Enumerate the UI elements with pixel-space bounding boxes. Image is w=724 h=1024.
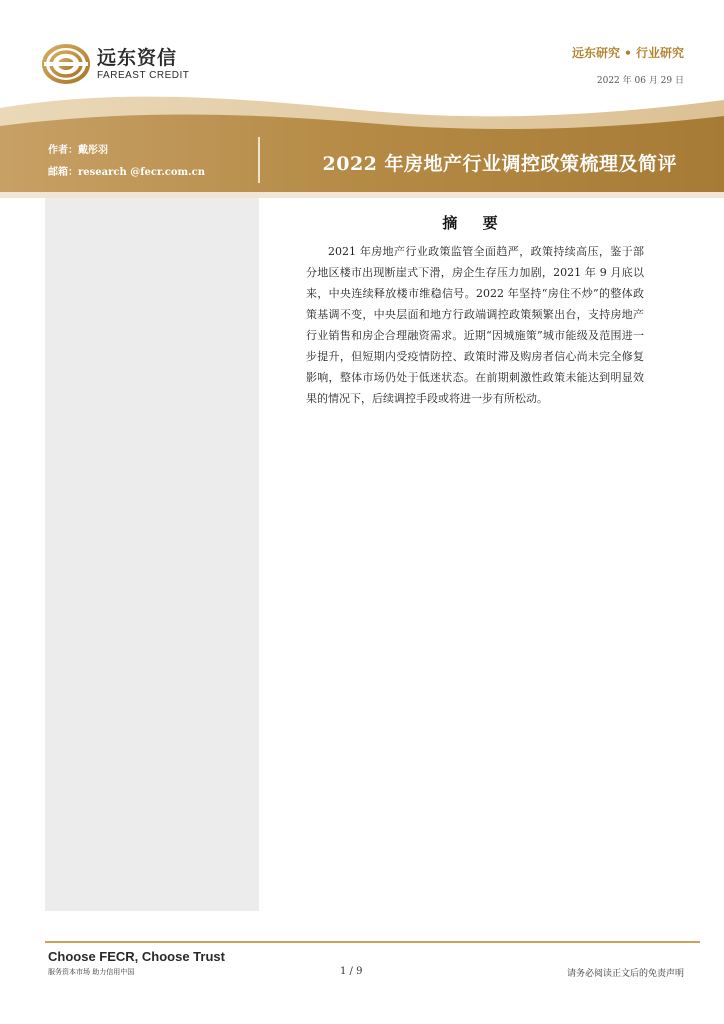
sidebar-panel bbox=[45, 198, 259, 911]
report-type: 远东研究 • 行业研究 bbox=[571, 46, 684, 60]
footer-slogan-sub: 服务资本市场 助力信用中国 bbox=[48, 968, 135, 976]
header-banner bbox=[0, 88, 724, 198]
report-title: 2022 年房地产行业调控政策梳理及简评 bbox=[322, 153, 677, 175]
brand bbox=[97, 48, 189, 81]
author-email: 邮箱：research @fecr.com.cn bbox=[48, 167, 205, 178]
page-number: 1 / 9 bbox=[340, 966, 363, 977]
author: 作者：戴彤羽 bbox=[48, 145, 108, 156]
report-date: 2022 年 06 月 29 日 bbox=[596, 76, 684, 86]
footer-disclaimer: 请务必阅读正文后的免责声明 bbox=[566, 969, 684, 979]
fareast-logo-icon bbox=[42, 44, 90, 84]
summary-body: 2021 年房地产行业政策监管全面趋严，政策持续高压，鉴于部分地区楼市出现断崖式下滑，房企生存压力加剧，2021 年 9 月底以来，中央连续释放楼市维稳信号。2022 年坚持“房住不炒”的整体政策基调不变，中央层面和地方行政端调控政策频繁出台，支持房地产行业销售和房企合理融资需求。近期“因城施策”城市能级及范围进一步提升，但短期内受疫情防控、政策时滞及购房者信心尚未完全修复影响，整体市场仍处于低迷状态。在前期刺激性政策未能达到明显效果的情况下，后续调控手段或将进一步有所松动。 bbox=[306, 245, 644, 405]
summary-heading: 摘 要 bbox=[442, 214, 508, 232]
footer-slogan: Choose FECR, Choose Trust bbox=[48, 949, 225, 964]
footer-divider bbox=[45, 941, 700, 943]
title-divider bbox=[258, 137, 260, 183]
brand-name-cn: 远东资信 bbox=[97, 47, 178, 69]
brand-name-en: FAREAST CREDIT bbox=[97, 70, 190, 81]
